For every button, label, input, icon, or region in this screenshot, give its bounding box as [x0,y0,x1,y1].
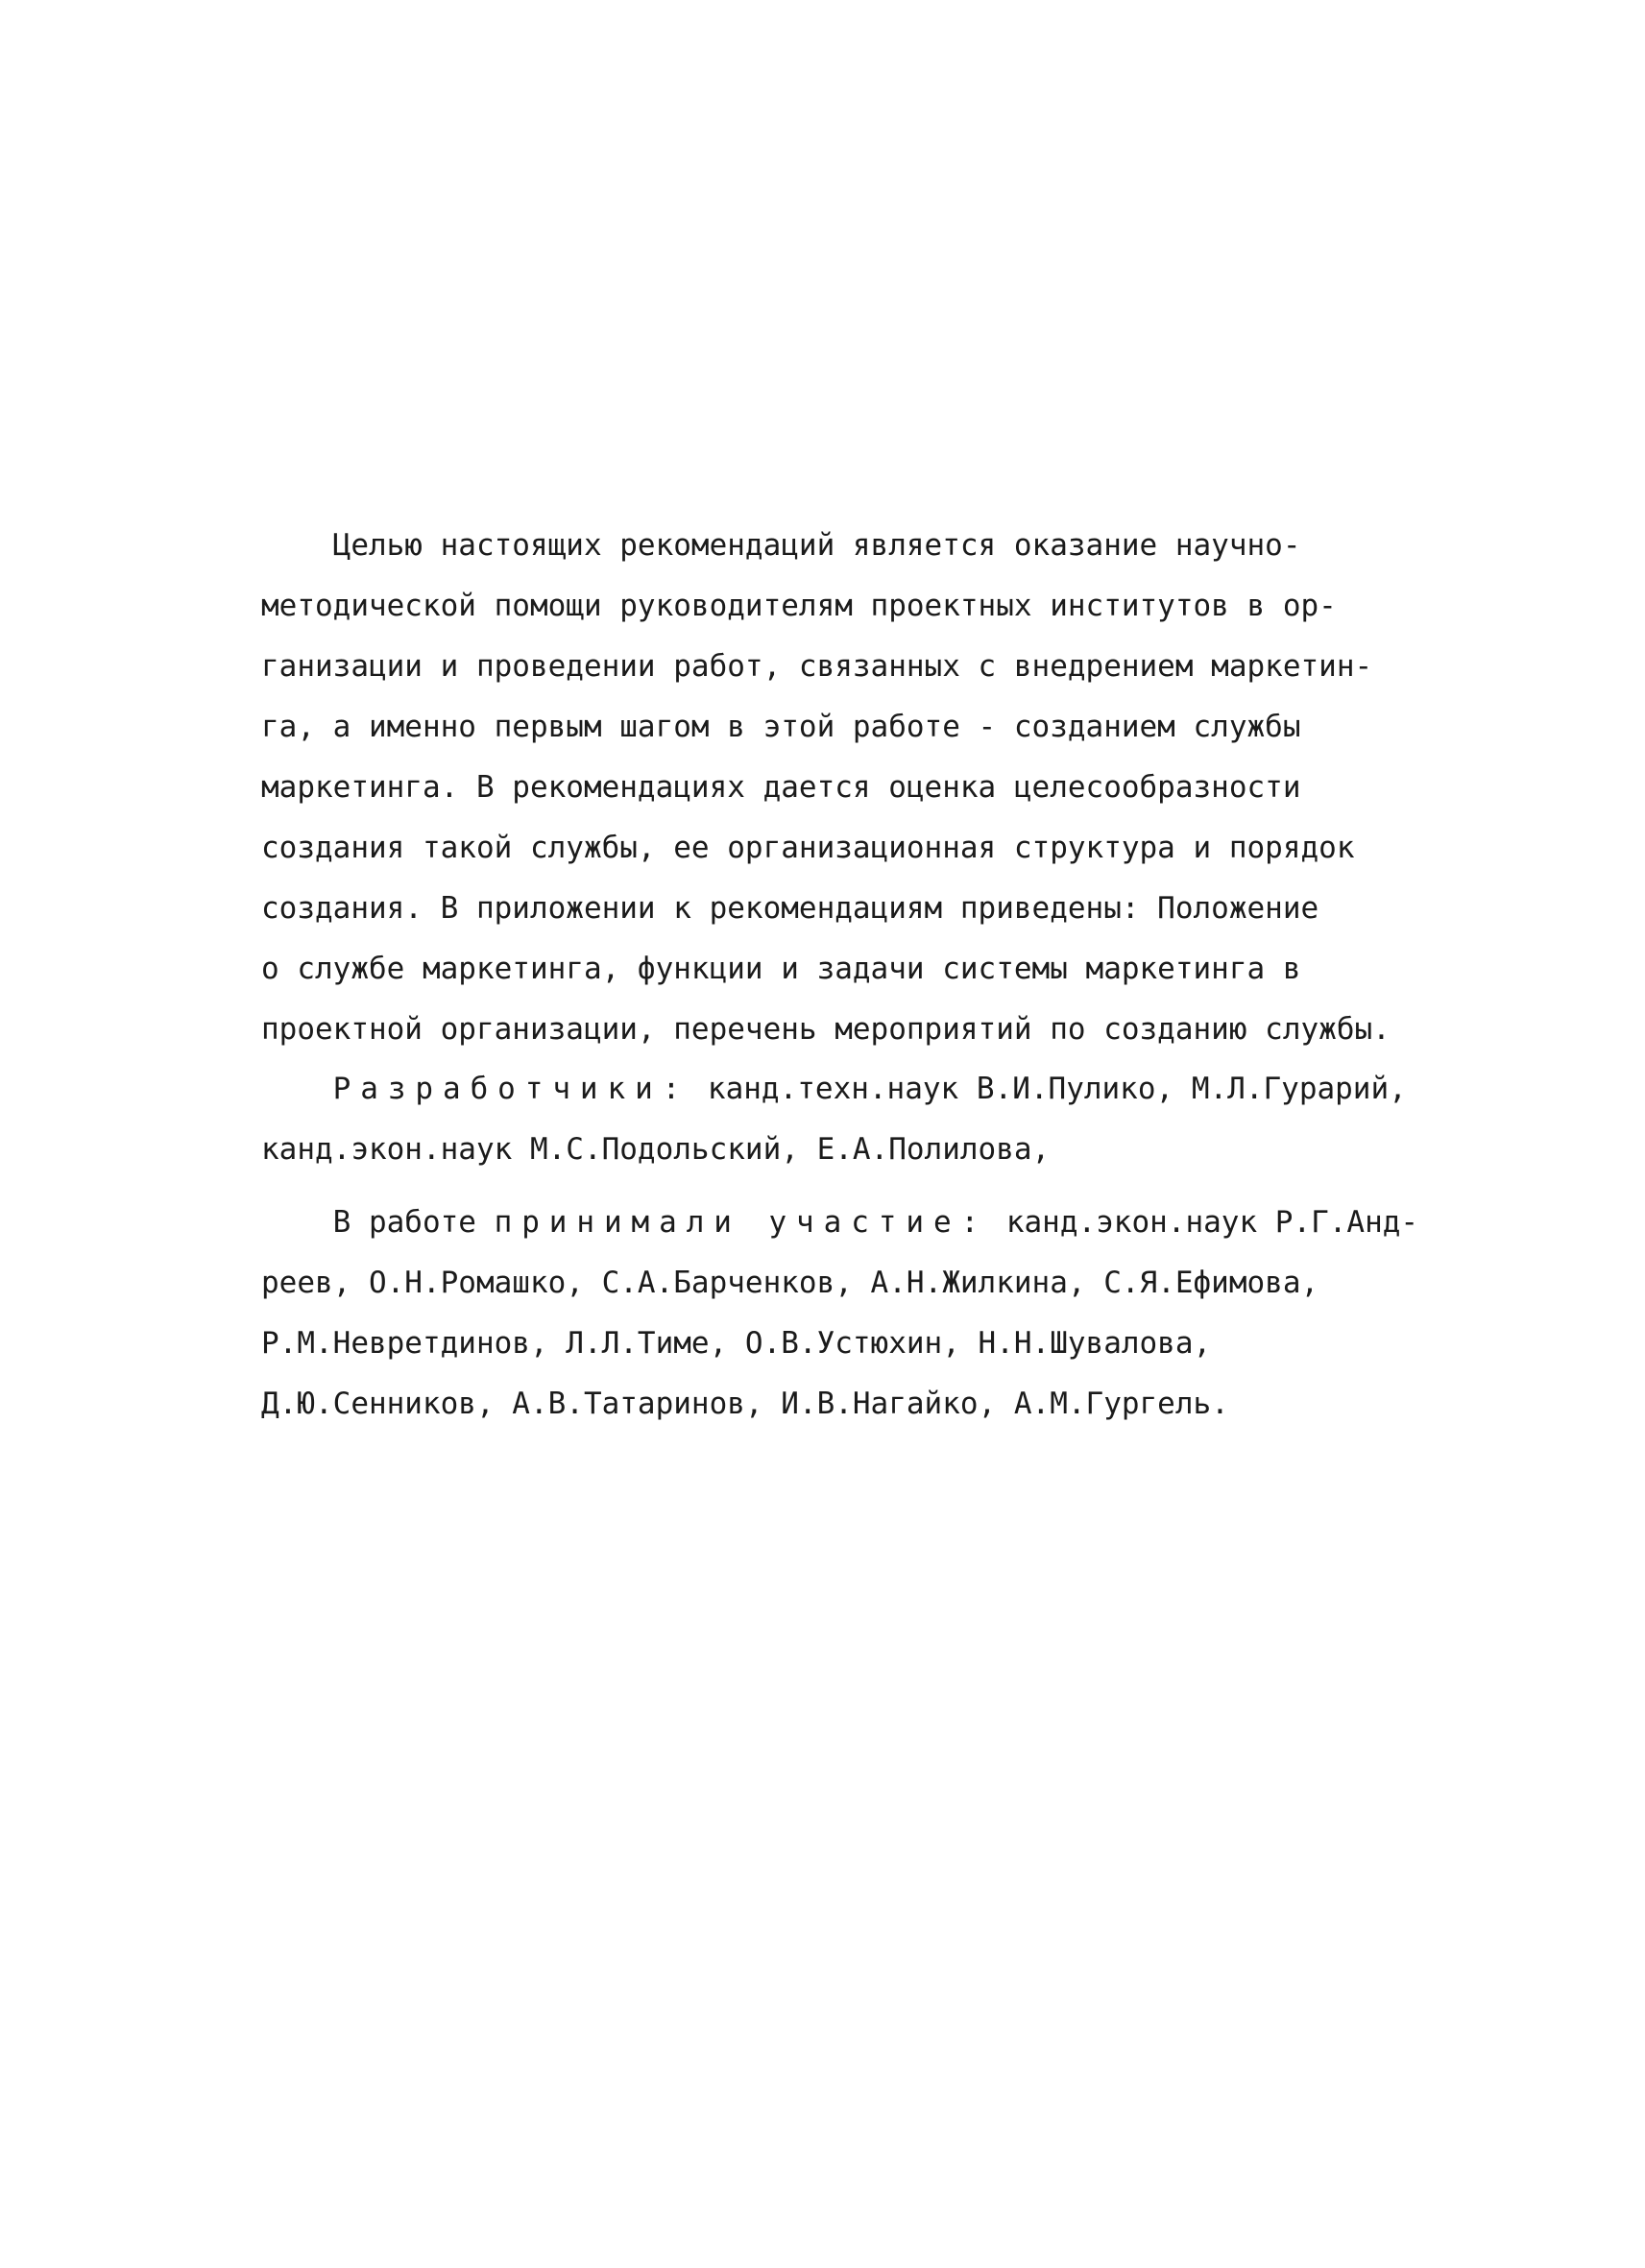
abstract-line-5: маркетинга. В рекомендациях дается оценка целесообразности [261,770,1301,805]
participants-line-1-text: канд.экон.наук Р.Г.Анд- [1005,1205,1419,1240]
participants-label: принимали участие: [494,1205,989,1240]
abstract-line-6: создания такой службы, ее организационная структура и порядок [261,831,1355,865]
developers-line-1-text: канд.техн.наук В.И.Пулико, М.Л.Гурарий, [707,1072,1407,1106]
participants-prefix: В работе [332,1205,476,1240]
participants-line-2: реев, О.Н.Ромашко, С.А.Барченков, А.Н.Жилкина, С.Я.Ефимова, [261,1266,1319,1300]
abstract-line-4: га, а именно первым шагом в этой работе - созданием службы [261,710,1301,744]
abstract-line-2: методической помощи руководителям проектных институтов в ор- [261,589,1337,623]
abstract-line-1: Целью настоящих рекомендаций является оказание научно- [261,528,1301,563]
developers-line-2: канд.экон.наук М.С.Подольский, Е.А.Полилова, [261,1132,1051,1167]
abstract-line-7: создания. В приложении к рекомендациям приведены: Положение [261,891,1319,926]
participants-line-4: Д.Ю.Сенников, А.В.Татаринов, И.В.Нагайко, А.М.Гургель. [261,1387,1229,1421]
developers-line-1 [261,1070,1407,1108]
participants-line-1 [261,1203,1418,1242]
developers-label: Разработчики: [332,1072,690,1106]
abstract-line-8: о службе маркетинга, функции и задачи системы маркетинга в [261,952,1301,986]
abstract-line-3: ганизации и проведении работ, связанных с внедрением маркетин- [261,649,1373,684]
abstract-line-9: проектной организации, перечень мероприятий по созданию службы. [261,1012,1391,1047]
participants-line-3: Р.М.Невретдинов, Л.Л.Тиме, О.В.Устюхин, Н.Н.Шувалова, [261,1326,1212,1361]
